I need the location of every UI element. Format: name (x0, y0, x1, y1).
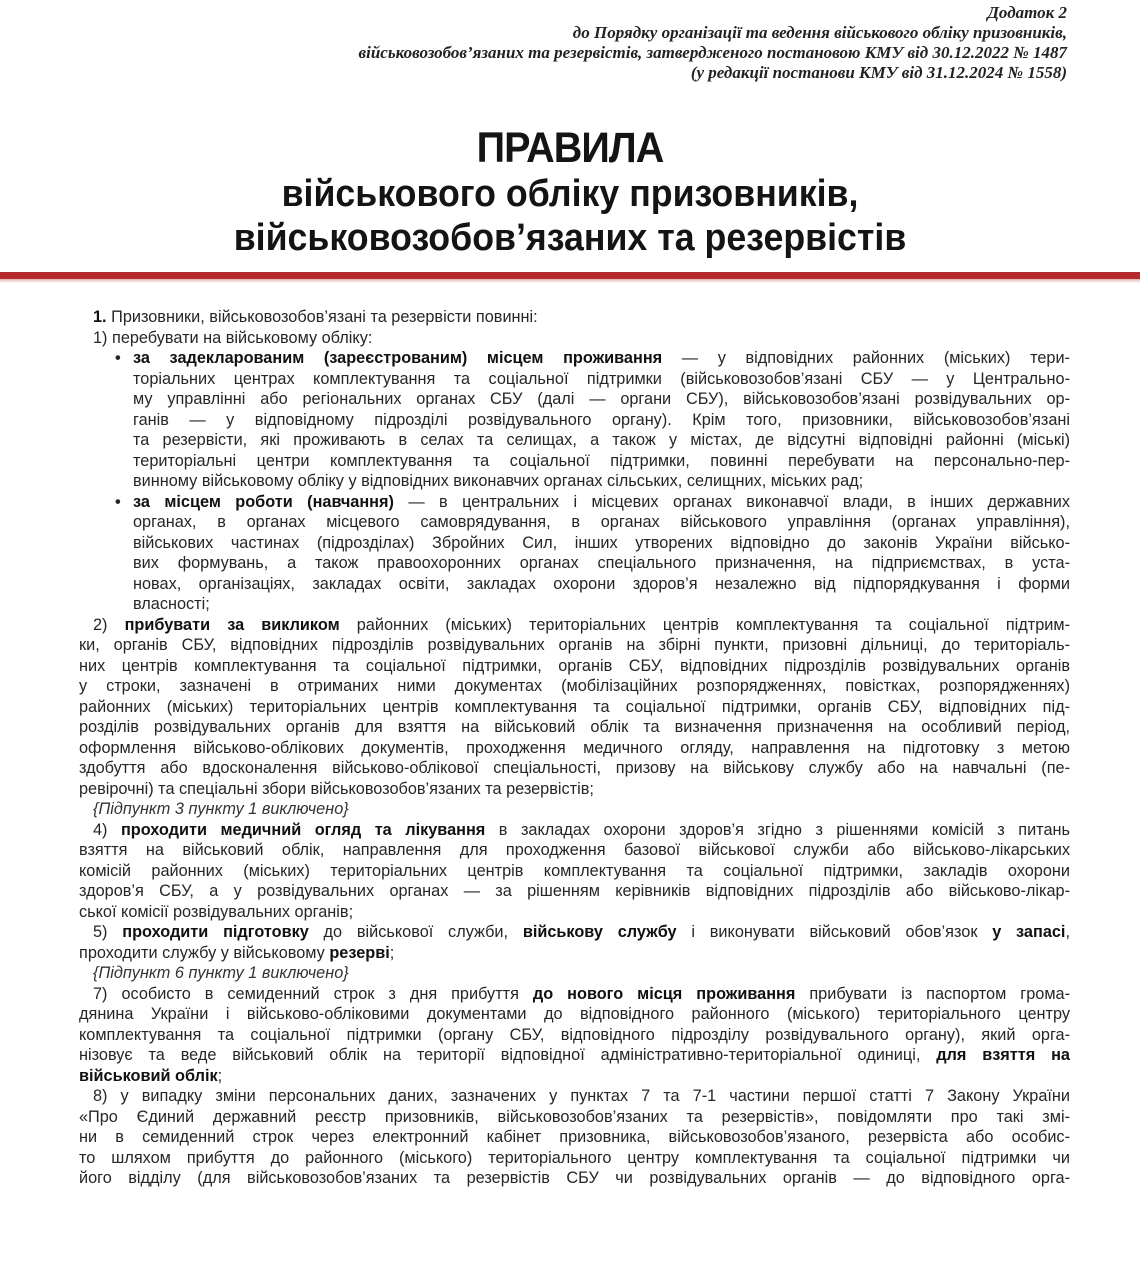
bullet-workplace: • за місцем роботи (навчання) — в центральних і місцевих органах виконавчої влади, в інших державних органах, в органах місцевого самоврядування, в органах військового управління (органах управління), військових частинах (підрозділах) Збройних Сил, інших утворених відповідно до законів України військо- вих формувань, а також правоохоронних органах спеціального призначення, на підприємствах, в уста- новах, організаціях, закладах освіти, закладах охорони здоров’я незалежно від підпорядкування і форми власності; (115, 492, 1070, 613)
bullet-residence: • за задекларованим (зареєстрованим) місцем проживання — у відповідних районних (міських) тери- торіальних центрах комплектування та соціальної підтримки (військовозобов’язані СБУ — у Центрально- му управлінні або регіональних органах СБУ (далі — органи СБУ), військовозобов’язані розвідувальних ор- ганів — у відповідному підрозділі розвідувального органу). Крім того, призовники, військовозобов’язані та резервісти, які проживають в селах та селищах, а також у містах, де відсутні відповідні районні (міські) територіальні центри комплектування та соціальної підтримки, повинні перебувати на персонально-пер- винному військовому обліку у відповідних виконавчих органах сільських, селищних, міських рад; (115, 349, 1070, 490)
item-5-bold-2: військову службу (522, 923, 677, 941)
paragraph-1-number: 1. (93, 308, 107, 326)
title-sub-2: військовозобов’язаних та резервістів (233, 217, 907, 259)
title-sub-1: військового обліку призовників, (281, 173, 859, 215)
document-body (79, 307, 1070, 1189)
bullet-residence-bold: за задекларованим (зареєстрованим) місцем проживання (133, 349, 663, 367)
appendix-line-2: військовозобов’язаних та резервістів, затвердженого постановою КМУ від 30.12.2022 № 1487 (358, 43, 1067, 62)
item-5-bold-4: резерві (329, 943, 390, 962)
title-main: ПРАВИЛА (476, 124, 664, 172)
bullet-dot: • (115, 349, 121, 367)
appendix-line-1: до Порядку організації та ведення військового обліку призовників, (572, 23, 1067, 42)
appendix-label: Додаток 2 (987, 3, 1067, 22)
red-divider (0, 272, 1140, 283)
item-7: 7) особисто в семиденний строк з дня прибуття до нового місця проживання прибувати із паспортом грома- дянина України і військово-обліковими документами до відповідного районного (міського) територіального центру комплектування та соціальної підтримки (органу СБУ, відповідного підрозділу розвідувального органу), який орга- нізовує та веде військовий облік на території відповідної адміністративно-територіальної одиниці, для взяття на військовий облік; (79, 984, 1070, 1085)
item-5-bold-1: проходити підготовку (122, 923, 309, 941)
item-4-bold: проходити медичний огляд та лікування (120, 820, 486, 839)
item-5-bold-3: у запасі (992, 923, 1066, 941)
document-title (0, 124, 1140, 260)
bullet-workplace-bold: за місцем роботи (навчання) (133, 492, 394, 511)
item-7-bold-3: військовий облік (79, 1066, 218, 1085)
appendix-header (67, 3, 1067, 83)
item-8: 8) у випадку зміни персональних даних, зазначених у пунктах 7 та 7-1 частини першої статті 7 Закону України «Про Єдиний державний реєстр призовників, військовозобов’язаних та резервістів», повідомляти про такі змі- ни в семиденний строк через електронний кабінет призовника, військовозобов’язаного, резервіста або особис- то шляхом прибуття до районного (міського) територіального центру комплектування та соціальної підтримки чи його відділу (для військовозобов’язаних та резервістів СБУ чи розвідувальних органів — до відповідного орга- (79, 1087, 1070, 1187)
item-1: 1) перебувати на військовому обліку: (93, 328, 373, 347)
paragraph-1: 1. Призовники, військовозобов’язані та резервісти повинні: (93, 308, 538, 326)
item-5: 5) проходити підготовку до військової служби, військову службу і виконувати військовий обов’язок у запасі, проходити службу у військовому резерві; (79, 923, 1070, 962)
item-2-bold: прибувати за викликом (124, 615, 340, 634)
appendix-line-3: (у редакції постанови КМУ від 31.12.2024 № 1558) (690, 63, 1067, 82)
item-4: 4) проходити медичний огляд та лікування в закладах охорони здоров’я згідно з рішеннями комісій з питань взяття на військовий облік, направлення для проходження базової військової служби або військово-лікарських комісій районних (міських) територіальних центрів комплектування та соціальної підтримки, закладів охорони здоров’я СБУ, а у розвідувальних органах — за рішенням керівників відповідних підрозділів або військово-лікар- ської комісії розвідувальних органів; (79, 820, 1070, 921)
bullet-dot: • (115, 492, 121, 511)
note-item-3: {Підпункт 3 пункту 1 виключено} (93, 800, 349, 818)
item-2: 2) прибувати за викликом районних (міських) територіальних центрів комплектування та соціальної підтрим- ки, органів СБУ, відповідних підрозділів розвідувальних органів на збірні пункти, призовні дільниці, до територіаль- них центрів комплектування та соціальної підтримки, органів СБУ, відповідних підрозділів розвідувальних органів у строки, зазначені в отриманих ними документах (мобілізаційних розпорядженнях, повістках, розпорядженнях) районних (міських) територіальних центрів комплектування та соціальної підтримки, органів СБУ, відповідних під- розділів розвідувальних органів для взяття на військовий облік та визначення призначення на особливий період, оформлення військово-облікових документів, проходження медичного огляду, направлення на підготовку з метою здобуття або вдосконалення військово-облікової спеціальності, призову на військову службу або на навчальні (пе- ревірочні) та спеціальні збори військовозобов’язаних та резервістів; (79, 615, 1070, 798)
item-7-bold-1: до нового місця проживання (532, 984, 796, 1003)
item-7-bold-2: для взяття на (936, 1046, 1070, 1064)
note-item-6: {Підпункт 6 пункту 1 виключено} (93, 964, 349, 982)
